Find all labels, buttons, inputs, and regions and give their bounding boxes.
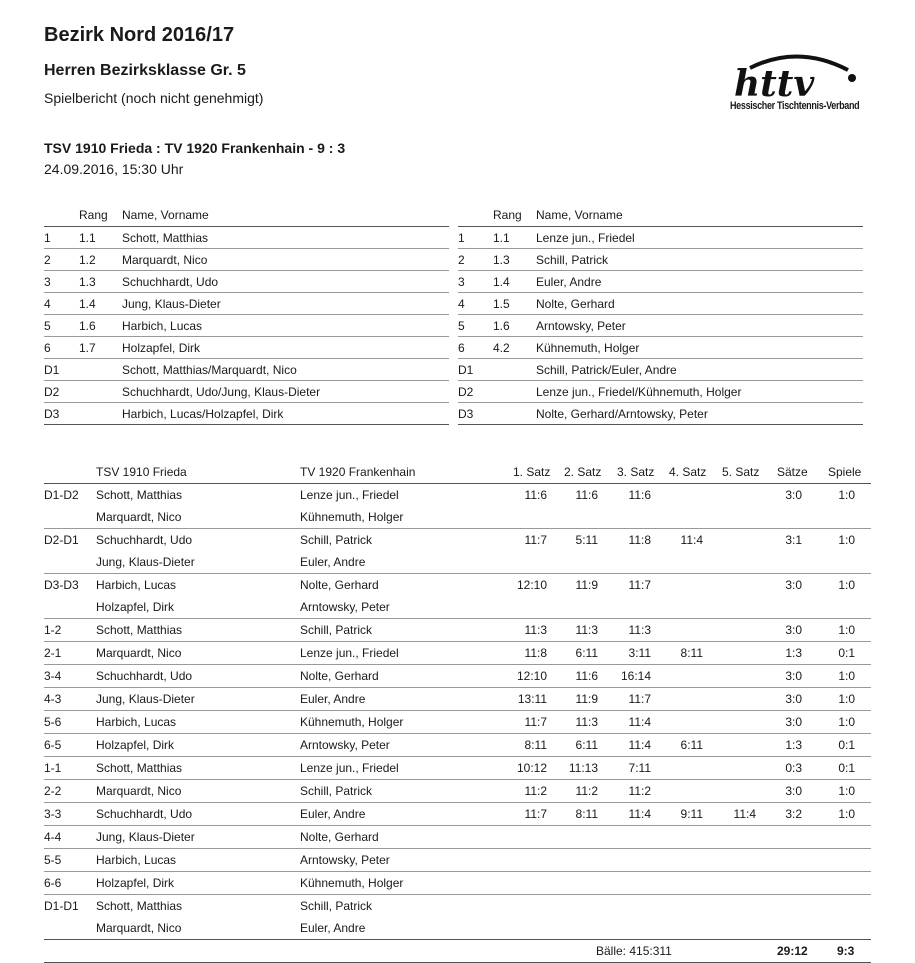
match-pairing: D1-D1 — [44, 899, 79, 913]
lineup-rang: 1.5 — [493, 297, 510, 311]
lineup-pos: D3 — [458, 407, 474, 421]
home-player: Holzapfel, Dirk — [96, 600, 175, 614]
set-score: 11:4 — [680, 533, 703, 547]
match-pairing: 4-3 — [44, 692, 62, 706]
lineup-pos: 5 — [458, 319, 465, 333]
home-player: Jung, Klaus-Dieter — [96, 830, 195, 844]
home-player: Schuchhardt, Udo — [96, 533, 193, 547]
lineup-pos: 1 — [458, 231, 465, 245]
lineup-name: Euler, Andre — [536, 275, 602, 289]
match-line — [44, 574, 871, 596]
home-player: Harbich, Lucas — [96, 715, 177, 729]
lineup-name: Marquardt, Nico — [122, 253, 208, 267]
set-score: 11:6 — [575, 488, 598, 502]
set-score: 11:2 — [524, 784, 547, 798]
match-pairing: 3-3 — [44, 807, 62, 821]
lineup-pos: 3 — [458, 275, 465, 289]
lineup-rang: 1.1 — [79, 231, 96, 245]
guest-player: Nolte, Gerhard — [300, 669, 379, 683]
lineup-pos: D2 — [44, 385, 60, 399]
home-player: Holzapfel, Dirk — [96, 876, 175, 890]
lineup-name: Schuchhardt, Udo/Jung, Klaus-Dieter — [122, 385, 321, 399]
lineup-name: Kühnemuth, Holger — [536, 341, 640, 355]
guest-player: Arntowsky, Peter — [300, 600, 390, 614]
match-row — [44, 849, 871, 872]
set-score: 11:4 — [733, 807, 756, 821]
saetze-value: 0:3 — [785, 761, 802, 775]
saetze-value: 3:1 — [785, 533, 802, 547]
match-pairing: 5-6 — [44, 715, 62, 729]
saetze-value: 3:0 — [785, 669, 802, 683]
lineup-name: Schill, Patrick — [536, 253, 609, 267]
lineup-pos: D3 — [44, 407, 60, 421]
match-row — [44, 803, 871, 826]
set-score: 11:7 — [628, 692, 651, 706]
spiele-value: 0:1 — [838, 646, 855, 660]
set-score: 11:9 — [575, 578, 598, 592]
spiele-value: 1:0 — [838, 692, 855, 706]
set-score: 11:7 — [628, 578, 651, 592]
guest-player: Schill, Patrick — [300, 899, 373, 913]
lineup-row — [44, 315, 449, 337]
guest-player: Euler, Andre — [300, 921, 366, 935]
set-score: 8:11 — [524, 738, 547, 752]
lineup-rang: 1.7 — [79, 341, 96, 355]
match-pairing: 1-2 — [44, 623, 62, 637]
lineup-row — [44, 271, 449, 293]
lineup-row — [458, 249, 863, 271]
match-line — [44, 849, 871, 871]
set-score: 11:9 — [575, 692, 598, 706]
home-player: Schott, Matthias — [96, 623, 183, 637]
set5-header: 5. Satz — [722, 465, 760, 479]
lineup-row — [44, 249, 449, 271]
match-row — [44, 711, 871, 734]
report-status: Spielbericht (noch nicht genehmigt) — [44, 90, 264, 106]
lineup-rang: 1.6 — [493, 319, 510, 333]
home-lineup-table — [44, 204, 449, 425]
set-score: 12:10 — [516, 669, 547, 683]
match-line — [44, 780, 871, 802]
set-score: 11:6 — [524, 488, 547, 502]
lineup-rang: 1.2 — [79, 253, 96, 267]
lineup-pos: D1 — [458, 363, 474, 377]
match-row — [44, 688, 871, 711]
home-player: Schott, Matthias — [96, 761, 183, 775]
set-score: 11:7 — [524, 807, 547, 821]
rang-header: Rang — [493, 208, 522, 222]
guest-player: Arntowsky, Peter — [300, 853, 390, 867]
lineup-row — [458, 315, 863, 337]
home-player: Schott, Matthias — [96, 488, 183, 502]
match-row — [44, 484, 871, 529]
lineup-row — [458, 381, 863, 403]
guest-player: Schill, Patrick — [300, 784, 373, 798]
saetze-value: 1:3 — [785, 646, 802, 660]
home-player: Harbich, Lucas — [96, 853, 177, 867]
set-score: 12:10 — [516, 578, 547, 592]
set-score: 7:11 — [628, 761, 651, 775]
match-line — [44, 803, 871, 825]
guest-player: Lenze jun., Friedel — [300, 761, 399, 775]
set-score: 11:13 — [568, 761, 598, 775]
match-line — [44, 619, 871, 641]
match-date: 24.09.2016, 15:30 Uhr — [44, 161, 184, 177]
set-score: 11:6 — [575, 669, 598, 683]
spiele-value: 1:0 — [838, 807, 855, 821]
report-title: Bezirk Nord 2016/17 — [44, 24, 235, 46]
guest-player: Euler, Andre — [300, 555, 366, 569]
name-header: Name, Vorname — [536, 208, 623, 222]
set2-header: 2. Satz — [564, 465, 602, 479]
set-score: 11:4 — [628, 807, 651, 821]
set-score: 11:4 — [628, 738, 651, 752]
lineup-name: Nolte, Gerhard/Arntowsky, Peter — [536, 407, 708, 421]
lineup-rang: 1.4 — [79, 297, 96, 311]
set-score: 11:3 — [628, 623, 651, 637]
lineup-name: Harbich, Lucas — [122, 319, 203, 333]
guest-player: Kühnemuth, Holger — [300, 510, 404, 524]
league-title: Herren Bezirksklasse Gr. 5 — [44, 62, 246, 79]
set-score: 11:8 — [524, 646, 547, 660]
lineup-row — [44, 381, 449, 403]
lineup-pos: 4 — [44, 297, 51, 311]
match-line — [44, 917, 871, 939]
total-spiele: 9:3 — [837, 944, 855, 958]
home-player: Marquardt, Nico — [96, 646, 182, 660]
lineup-name: Jung, Klaus-Dieter — [122, 297, 221, 311]
lineup-header — [44, 204, 449, 227]
saetze-value: 3:0 — [785, 578, 802, 592]
lineup-rang: 1.6 — [79, 319, 96, 333]
match-pairing: D3-D3 — [44, 578, 79, 592]
lineup-pos: 2 — [458, 253, 465, 267]
lineup-pos: 1 — [44, 231, 51, 245]
spiele-value: 0:1 — [838, 761, 855, 775]
lineup-name: Schott, Matthias — [122, 231, 209, 245]
home-player: Marquardt, Nico — [96, 510, 182, 524]
guest-player: Nolte, Gerhard — [300, 830, 379, 844]
lineup-header — [458, 204, 863, 227]
spiele-value: 0:1 — [838, 738, 855, 752]
saetze-header: Sätze — [777, 465, 808, 479]
guest-lineup-table — [458, 204, 863, 425]
guest-player: Euler, Andre — [300, 807, 366, 821]
saetze-value: 1:3 — [785, 738, 802, 752]
lineup-name: Arntowsky, Peter — [536, 319, 626, 333]
set-score: 11:2 — [575, 784, 598, 798]
set-score: 8:11 — [575, 807, 598, 821]
lineup-row — [458, 359, 863, 381]
match-row — [44, 642, 871, 665]
home-player: Schott, Matthias — [96, 899, 183, 913]
match-row — [44, 529, 871, 574]
httv-logo-text: Hessischer Tischtennis-Verband — [730, 100, 860, 112]
guest-player: Schill, Patrick — [300, 623, 373, 637]
lineup-pos: 3 — [44, 275, 51, 289]
lineup-rang: 1.4 — [493, 275, 510, 289]
lineup-rang: 4.2 — [493, 341, 510, 355]
lineup-name: Lenze jun., Friedel — [536, 231, 635, 245]
lineup-row — [44, 337, 449, 359]
set-score: 9:11 — [680, 807, 703, 821]
guest-player: Kühnemuth, Holger — [300, 876, 404, 890]
lineup-row — [458, 227, 863, 249]
match-row — [44, 734, 871, 757]
match-row — [44, 826, 871, 849]
lineup-pos: D1 — [44, 363, 60, 377]
lineup-row — [458, 293, 863, 315]
saetze-value: 3:0 — [785, 623, 802, 637]
lineup-name: Nolte, Gerhard — [536, 297, 615, 311]
home-team-header: TSV 1910 Frieda — [96, 465, 187, 479]
lineup-row — [44, 293, 449, 315]
match-line — [44, 596, 871, 618]
match-line — [44, 757, 871, 779]
set-score: 11:4 — [628, 715, 651, 729]
match-line — [44, 895, 871, 917]
lineup-name: Harbich, Lucas/Holzapfel, Dirk — [122, 407, 284, 421]
spiele-value: 1:0 — [838, 488, 855, 502]
lineup-row — [458, 337, 863, 359]
match-pairing: D1-D2 — [44, 488, 79, 502]
match-line — [44, 665, 871, 687]
match-title: TSV 1910 Frieda : TV 1920 Frankenhain - 9 : 3 — [44, 140, 346, 156]
lineup-row — [44, 227, 449, 249]
lineup-rang: 1.1 — [493, 231, 510, 245]
spiele-value: 1:0 — [838, 578, 855, 592]
saetze-value: 3:0 — [785, 692, 802, 706]
match-pairing: D2-D1 — [44, 533, 79, 547]
guest-team-header: TV 1920 Frankenhain — [300, 465, 416, 479]
name-header: Name, Vorname — [122, 208, 209, 222]
match-row — [44, 872, 871, 895]
lineup-name: Schill, Patrick/Euler, Andre — [536, 363, 677, 377]
saetze-value: 3:0 — [785, 784, 802, 798]
lineup-rang: 1.3 — [79, 275, 96, 289]
set-score: 6:11 — [575, 646, 598, 660]
svg-text:httv: httv — [734, 63, 815, 102]
home-player: Schuchhardt, Udo — [96, 807, 193, 821]
home-player: Marquardt, Nico — [96, 784, 182, 798]
lineup-pos: 6 — [458, 341, 465, 355]
lineup-row — [458, 271, 863, 293]
set1-header: 1. Satz — [513, 465, 551, 479]
set4-header: 4. Satz — [669, 465, 707, 479]
match-line — [44, 642, 871, 664]
httv-logo-mark — [728, 52, 876, 102]
home-player: Jung, Klaus-Dieter — [96, 692, 195, 706]
match-line — [44, 688, 871, 710]
lineup-name: Schott, Matthias/Marquardt, Nico — [122, 363, 297, 377]
home-player: Schuchhardt, Udo — [96, 669, 193, 683]
rang-header: Rang — [79, 208, 108, 222]
lineup-pos: D2 — [458, 385, 474, 399]
match-row — [44, 665, 871, 688]
total-baelle: Bälle: 415:311 — [596, 944, 672, 958]
lineup-pos: 6 — [44, 341, 51, 355]
set-score: 5:11 — [575, 533, 598, 547]
match-line — [44, 872, 871, 894]
match-pairing: 3-4 — [44, 669, 62, 683]
match-pairing: 6-5 — [44, 738, 62, 752]
lineup-rang: 1.3 — [493, 253, 510, 267]
saetze-value: 3:0 — [785, 488, 802, 502]
match-row — [44, 895, 871, 940]
match-line — [44, 826, 871, 848]
guest-player: Lenze jun., Friedel — [300, 488, 399, 502]
guest-player: Nolte, Gerhard — [300, 578, 379, 592]
lineup-pos: 5 — [44, 319, 51, 333]
lineup-row — [458, 403, 863, 425]
match-line — [44, 711, 871, 733]
set-score: 10:12 — [516, 761, 547, 775]
home-player: Holzapfel, Dirk — [96, 738, 175, 752]
set-score: 11:3 — [575, 623, 598, 637]
match-pairing: 2-1 — [44, 646, 62, 660]
lineup-name: Schuchhardt, Udo — [122, 275, 219, 289]
match-pairing: 1-1 — [44, 761, 62, 775]
set-score: 3:11 — [628, 646, 651, 660]
set-score: 11:2 — [628, 784, 651, 798]
results-header — [44, 461, 871, 484]
home-player: Harbich, Lucas — [96, 578, 177, 592]
match-row — [44, 574, 871, 619]
lineup-row — [44, 359, 449, 381]
match-pairing: 5-5 — [44, 853, 62, 867]
set-score: 16:14 — [620, 669, 651, 683]
set-score: 11:6 — [628, 488, 651, 502]
match-pairing: 4-4 — [44, 830, 62, 844]
saetze-value: 3:2 — [785, 807, 802, 821]
set3-header: 3. Satz — [617, 465, 655, 479]
spiele-value: 1:0 — [838, 669, 855, 683]
set-score: 11:7 — [524, 715, 547, 729]
results-table — [44, 461, 871, 963]
set-score: 11:3 — [575, 715, 598, 729]
home-player: Marquardt, Nico — [96, 921, 182, 935]
guest-player: Euler, Andre — [300, 692, 366, 706]
match-line — [44, 529, 871, 551]
set-score: 8:11 — [680, 646, 703, 660]
lineup-name: Lenze jun., Friedel/Kühnemuth, Holger — [536, 385, 742, 399]
saetze-value: 3:0 — [785, 715, 802, 729]
guest-player: Arntowsky, Peter — [300, 738, 390, 752]
match-line — [44, 551, 871, 573]
set-score: 11:3 — [524, 623, 547, 637]
match-row — [44, 619, 871, 642]
spiele-value: 1:0 — [838, 784, 855, 798]
match-line — [44, 484, 871, 506]
match-line — [44, 506, 871, 528]
lineup-pos: 4 — [458, 297, 465, 311]
match-row — [44, 757, 871, 780]
spiele-value: 1:0 — [838, 533, 855, 547]
home-player: Jung, Klaus-Dieter — [96, 555, 195, 569]
set-score: 11:8 — [628, 533, 651, 547]
match-pairing: 2-2 — [44, 784, 62, 798]
match-line — [44, 734, 871, 756]
set-score: 13:11 — [517, 692, 547, 706]
set-score: 6:11 — [575, 738, 598, 752]
set-score: 11:7 — [524, 533, 547, 547]
lineup-row — [44, 403, 449, 425]
spiele-value: 1:0 — [838, 715, 855, 729]
guest-player: Lenze jun., Friedel — [300, 646, 399, 660]
spiele-header: Spiele — [828, 465, 862, 479]
set-score: 6:11 — [680, 738, 703, 752]
lineup-pos: 2 — [44, 253, 51, 267]
match-row — [44, 780, 871, 803]
lineup-name: Holzapfel, Dirk — [122, 341, 201, 355]
spiele-value: 1:0 — [838, 623, 855, 637]
guest-player: Schill, Patrick — [300, 533, 373, 547]
httv-logo — [728, 52, 876, 124]
match-pairing: 6-6 — [44, 876, 62, 890]
guest-player: Kühnemuth, Holger — [300, 715, 404, 729]
total-saetze: 29:12 — [777, 944, 808, 958]
